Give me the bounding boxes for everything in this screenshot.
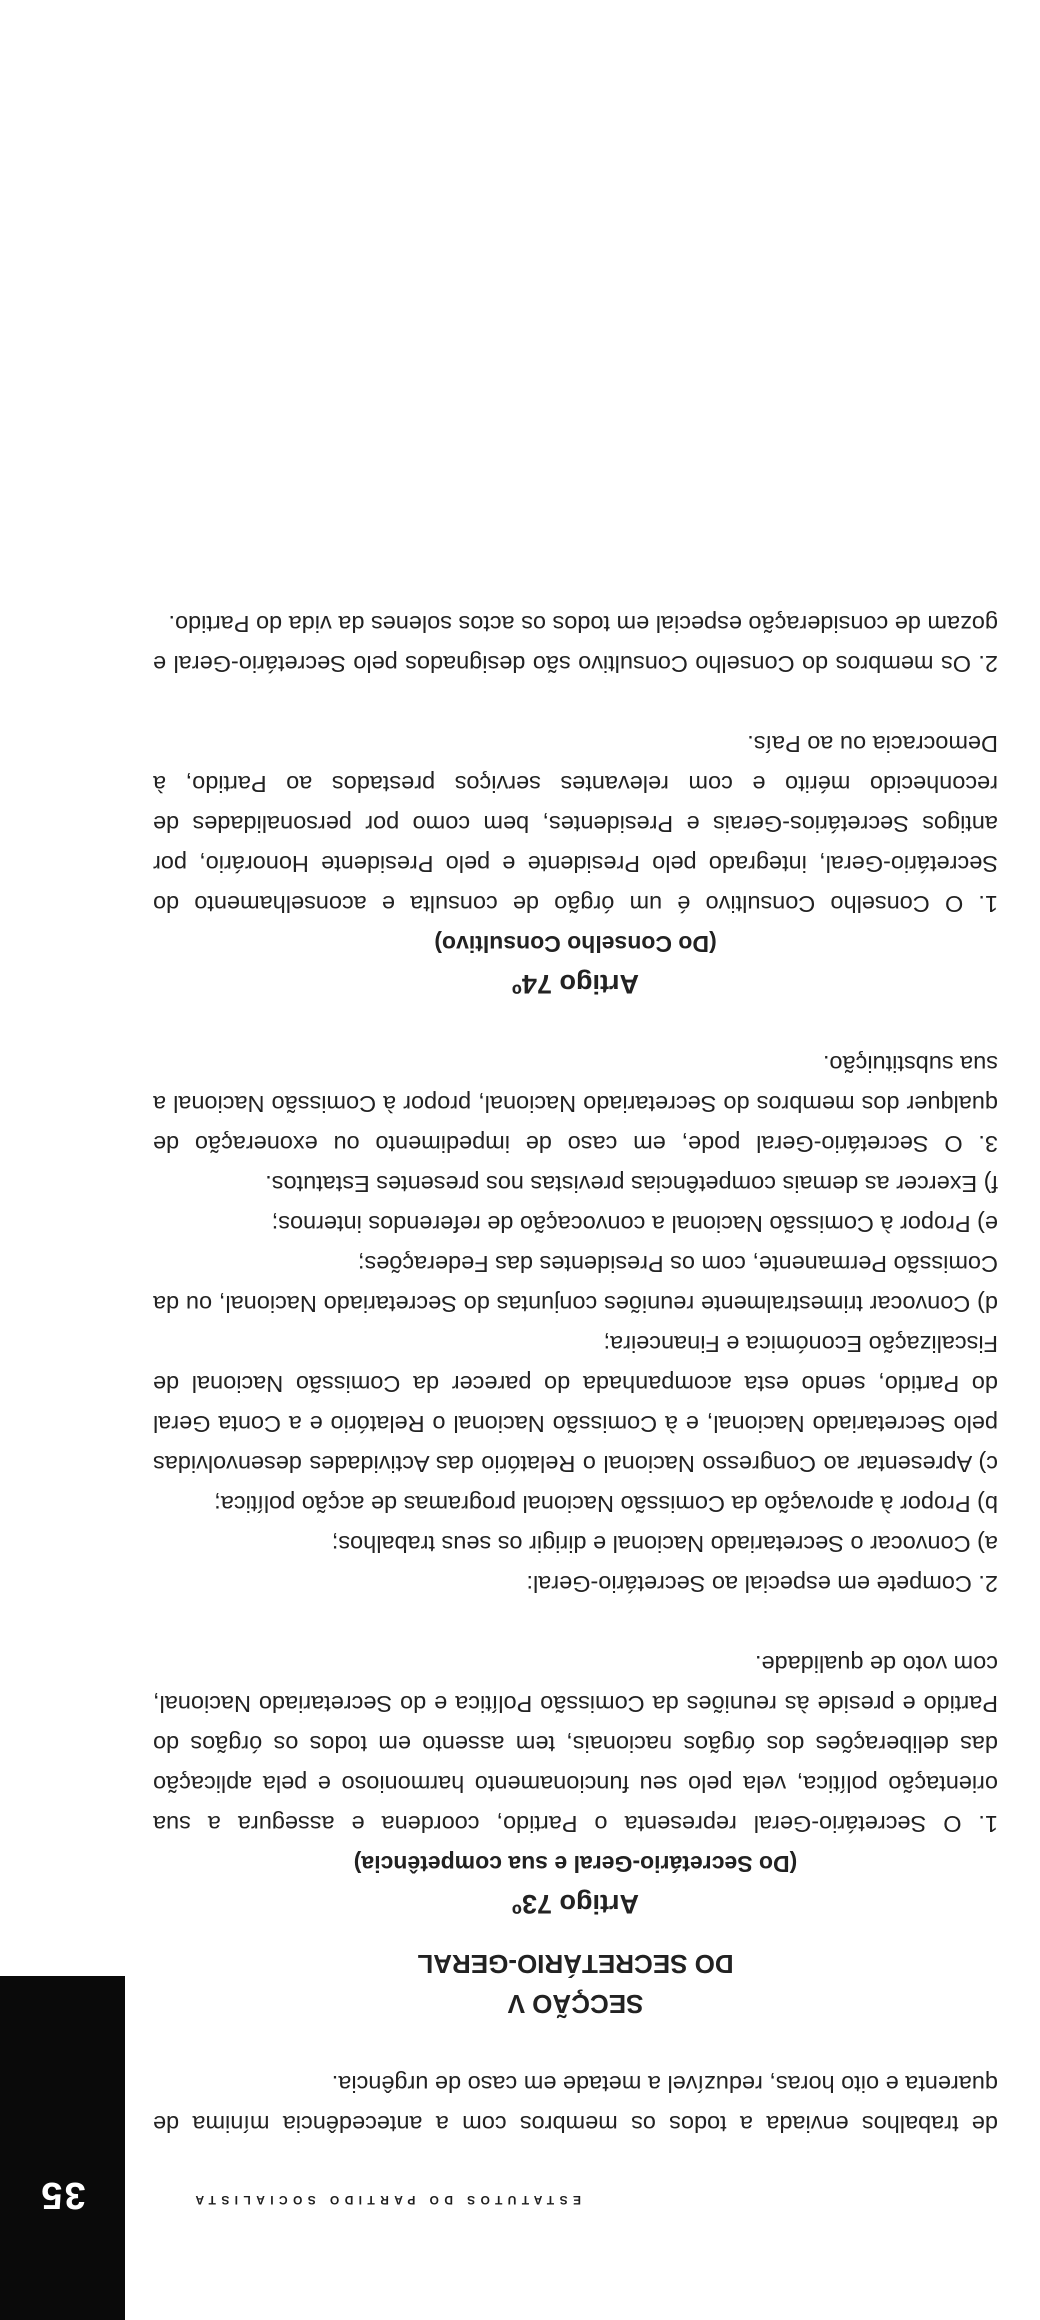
document-body — [153, 604, 998, 2144]
article-73-paragraph-2: 2. Compete em especial ao Secretário-Geral: — [526, 1571, 998, 1597]
section-label: SECÇÃO V — [507, 1989, 644, 2019]
article-73-paragraph-3: 3. O Secretário-Geral pode, em caso de impedimento ou exoneração de qualquer dos membros do Secretariado Nacional, propor à Comissão Nacional a sua substituição. — [153, 1051, 998, 1157]
article-74-heading: Artigo 74º — [512, 969, 639, 999]
page-number: 35 — [39, 2174, 86, 2216]
article-73-item-c: c) Apresentar ao Congresso Nacional o Relatório das Actividades desenvolvidas pelo Secretariado Nacional, e à Comissão Nacional o Relatório e a Conta Geral do Partido, sendo esta acompanhada do parecer da Comissão Nacional de Fiscalização Económica e Financeira; — [153, 1331, 998, 1477]
article-74-paragraph-1: 1. O Conselho Consultivo é um órgão de consulta e aconselhamento do Secretário-Geral, integrado pelo Presidente e pelo Presidente Honorário, por antigos Secretários-Gerais e Presidentes, bem como por personalidades de reconhecido mérito e com relevantes serviços prestados ao Partido, à Democracia ou ao País. — [153, 731, 998, 917]
article-74-subtitle: (Do Conselho Consultivo) — [434, 931, 717, 957]
article-73-item-b: b) Propor à aprovação da Comissão Nacional programas de acção política; — [214, 1491, 998, 1517]
article-73-item-d: d) Convocar trimestralmente reuniões conjuntas do Secretariado Nacional, ou da Comissão Permanente, com os Presidentes das Federações; — [153, 1251, 998, 1317]
article-73-paragraph-1: 1. O Secretário-Geral representa o Partido, coordena e assegura a sua orientação política, vela pelo seu funcionamento harmonioso e pela aplicação das deliberações dos órgãos nacionais, tem assento em todos os órgãos do Partido e preside às reuniões da Comissão Política e do Secretariado Nacional, com voto de qualidade. — [153, 1651, 998, 1837]
article-73-item-f: f) Exercer as demais competências previstas nos presentes Estatutos. — [265, 1171, 998, 1197]
intro-paragraph: de trabalhos enviada a todos os membros com a antecedência mínima de quarenta e oito horas, reduzível a metade em caso de urgência. — [153, 2071, 998, 2137]
article-74-paragraph-2: 2. Os membros do Conselho Consultivo são designados pelo Secretário-Geral e gozam de consideração especial em todos os actos solenes da vida do Partido. — [153, 611, 998, 677]
article-73-item-a: a) Convocar o Secretariado Nacional e dirigir os seus trabalhos; — [331, 1531, 998, 1557]
running-header: ESTATUTOS DO PARTIDO SOCIALISTA — [190, 2193, 581, 2207]
article-73-subtitle: (Do Secretário-Geral e sua competência) — [353, 1851, 798, 1877]
page-number-tab — [0, 1976, 125, 2320]
section-title: DO SECRETÁRIO-GERAL — [417, 1949, 734, 1979]
article-73-item-e: e) Propor à Comissão Nacional a convocação de referendos internos; — [271, 1211, 998, 1237]
article-73-heading: Artigo 73º — [512, 1889, 639, 1919]
